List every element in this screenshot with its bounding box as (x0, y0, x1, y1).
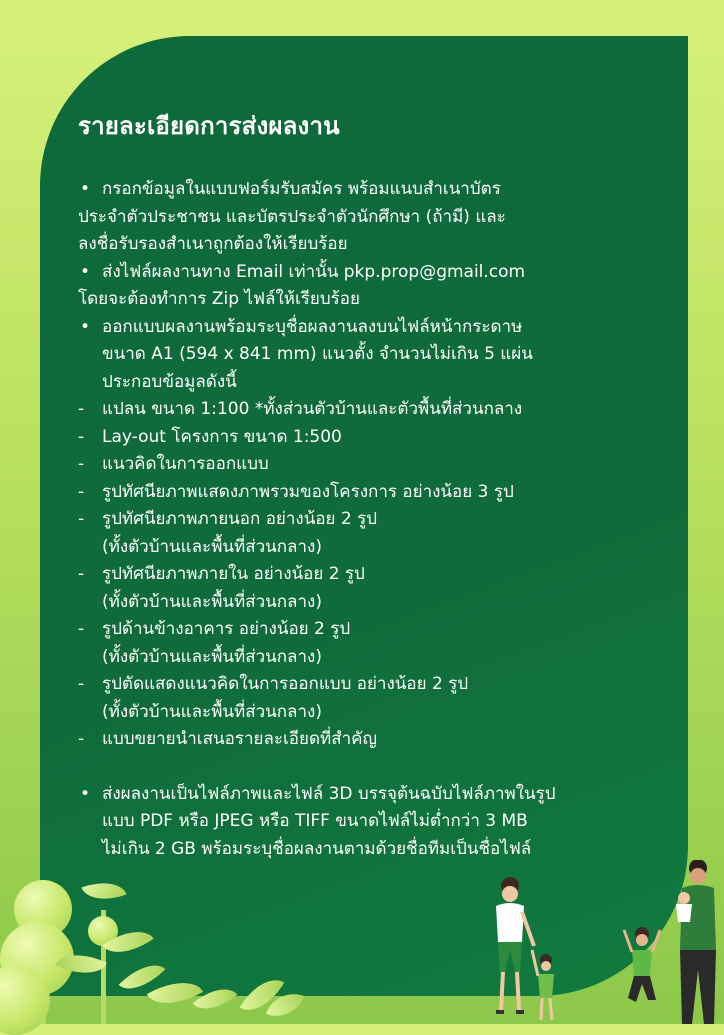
line-text: ประกอบข้อมูลดังนี้ (102, 371, 237, 392)
line-text: รูปด้านข้างอาคาร อย่างน้อย 2 รูป (102, 619, 351, 639)
list-line (78, 836, 678, 864)
list-line (78, 561, 678, 589)
line-text: ส่งไฟล์ผลงานทาง Email เท่านั้น pkp.prop@gmail.com (102, 261, 526, 282)
line-text: แปลน ขนาด 1:100 *ทั้งส่วนตัวบ้านและตัวพื้นที่ส่วนกลาง (102, 399, 523, 419)
submission-details-list (78, 176, 678, 863)
dash-marker: - (78, 426, 85, 447)
line-text: Lay-out โครงการ ขนาด 1:500 (102, 426, 342, 447)
line-text: (ทั้งตัวบ้านและพื้นที่ส่วนกลาง) (102, 591, 322, 612)
list-line (78, 534, 678, 562)
line-text: ขนาด A1 (594 x 841 mm) แนวตั้ง จำนวนไม่เกิน 5 แผ่น (102, 344, 533, 364)
list-line (78, 589, 678, 617)
line-text: ส่งผลงานเป็นไฟล์ภาพและไฟล์ 3D บรรจุต้นฉบับไฟล์ภาพในรูป (102, 783, 556, 804)
line-text: (ทั้งตัวบ้านและพื้นที่ส่วนกลาง) (102, 536, 322, 557)
list-line (78, 506, 678, 534)
indent (78, 369, 102, 397)
line-text: รูปตัดแสดงแนวคิดในการออกแบบ อย่างน้อย 2 รูป (102, 674, 469, 694)
list-line (78, 479, 678, 507)
bullet-marker: • (80, 316, 91, 337)
bullet-marker: • (80, 783, 91, 804)
dash-marker: - (78, 674, 85, 694)
plant-decoration (0, 870, 300, 1024)
spacer (78, 754, 678, 781)
list-line (78, 616, 678, 644)
line-text: ลงชื่อรับรองสำเนาถูกต้องให้เรียบร้อย (78, 234, 348, 254)
list-line (78, 259, 678, 287)
bullet-marker: • (80, 261, 91, 282)
line-text: แนวคิดในการออกแบบ (102, 454, 269, 474)
list-line (78, 808, 678, 836)
content-card (40, 36, 688, 996)
list-line (78, 176, 678, 204)
page-title: รายละเอียดการส่งผลงาน (78, 112, 340, 140)
dash-marker: - (78, 564, 85, 584)
dash-marker: - (78, 399, 85, 419)
list-line (78, 644, 678, 672)
indent (78, 534, 102, 562)
line-text: รูปทัศนียภาพภายใน อย่างน้อย 2 รูป (102, 564, 365, 584)
dash-marker: - (78, 481, 85, 502)
line-text: ไม่เกิน 2 GB พร้อมระบุชื่อผลงานตามด้วยชื่อทีมเป็นชื่อไฟล์ (102, 838, 532, 859)
list-line (78, 314, 678, 342)
list-line (78, 451, 678, 479)
dash-marker: - (78, 619, 85, 639)
list-line (78, 396, 678, 424)
list-line (78, 699, 678, 727)
family-illustration (470, 860, 724, 1024)
line-text: รูปทัศนียภาพแสดงภาพรวมของโครงการ อย่างน้อย 3 รูป (102, 481, 514, 502)
line-text: แบบ PDF หรือ JPEG หรือ TIFF ขนาดไฟล์ไม่ต่ำกว่า 3 MB (102, 811, 528, 831)
dash-marker: - (78, 454, 85, 474)
line-text: (ทั้งตัวบ้านและพื้นที่ส่วนกลาง) (102, 701, 322, 722)
list-line (78, 671, 678, 699)
list-line (78, 341, 678, 369)
line-text: (ทั้งตัวบ้านและพื้นที่ส่วนกลาง) (102, 646, 322, 667)
line-text: โดยจะต้องทำการ Zip ไฟล์ให้เรียบร้อย (78, 289, 360, 309)
list-line (78, 286, 678, 314)
list-line (78, 726, 678, 754)
bullet-marker: • (80, 179, 91, 199)
indent (78, 589, 102, 617)
line-text: ประจำตัวประชาชน และบัตรประจำตัวนักศึกษา (ถ้ามี) และ (78, 206, 506, 227)
list-line (78, 424, 678, 452)
list-line (78, 781, 678, 809)
line-text: กรอกข้อมูลในแบบฟอร์มรับสมัคร พร้อมแนบสำเนาบัตร (102, 179, 501, 199)
list-line (78, 369, 678, 397)
line-text: แบบขยายนำเสนอรายละเอียดที่สำคัญ (102, 729, 378, 749)
line-text: ออกแบบผลงานพร้อมระบุชื่อผลงานลงบนไฟล์หน้ากระดาษ (102, 316, 523, 337)
indent (78, 699, 102, 727)
line-text: รูปทัศนียภาพภายนอก อย่างน้อย 2 รูป (102, 509, 378, 529)
indent (78, 341, 102, 369)
dash-marker: - (78, 729, 85, 749)
list-line (78, 204, 678, 232)
indent (78, 836, 102, 864)
list-line (78, 231, 678, 259)
indent (78, 644, 102, 672)
indent (78, 808, 102, 836)
dash-marker: - (78, 509, 85, 529)
